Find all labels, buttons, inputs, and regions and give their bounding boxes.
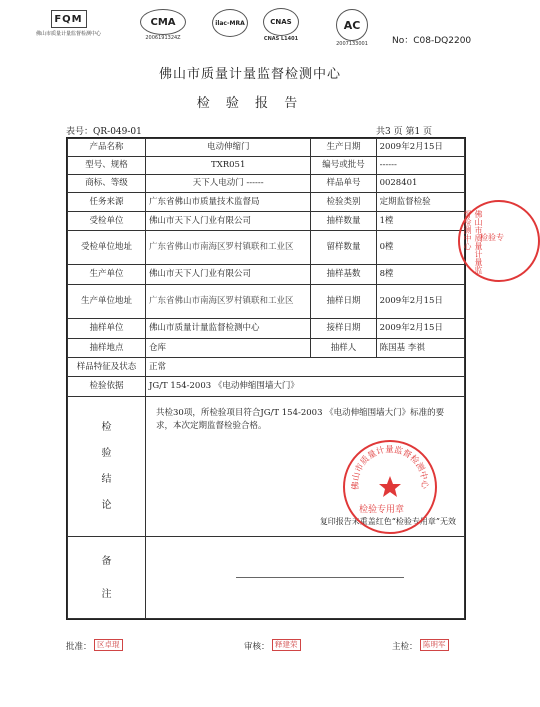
producer-addr: 广东省佛山市南海区罗村镇联和工业区 <box>146 285 311 319</box>
receive-date: 2009年2月15日 <box>376 319 464 339</box>
sample-date-label: 抽样日期 <box>311 285 376 319</box>
task-source-label: 任务来源 <box>68 193 146 212</box>
approve-label: 批准： <box>66 642 92 652</box>
receive-date-label: 接样日期 <box>311 319 376 339</box>
cma-logo-mark: CMA <box>140 9 186 35</box>
report-title: 检 验 报 告 <box>196 96 304 111</box>
side-seal-sub: 检验专 <box>480 233 504 242</box>
conclusion-note: 复印报告未重盖红色“检验专用章”无效 <box>319 517 456 526</box>
conclusion-text: 共检30项，所检验项目符合JG/T 154-2003 《电动伸缩围墙大门》标准的要求，本次定期监督检验合格。 <box>156 408 445 431</box>
sampler-unit: 佛山市质量计量监督检测中心 <box>146 319 311 339</box>
inspector-signature: 陈明军 <box>420 639 449 651</box>
page-info: 共3 页 第1 页 <box>376 127 433 137</box>
retained-qty: 0樘 <box>376 231 464 265</box>
brand-label: 商标、等级 <box>68 175 146 193</box>
cma-logo <box>140 9 186 41</box>
batch-label: 编号或批号 <box>311 157 376 175</box>
cnas-logo-number: CNAS L1401 <box>263 36 299 42</box>
ac-logo <box>336 9 368 47</box>
ac-logo-mark: AC <box>336 9 368 41</box>
basis: JG/T 154-2003 《电动伸缩围墙大门》 <box>146 377 465 397</box>
retained-qty-label: 留样数量 <box>311 231 376 265</box>
remark-cell <box>146 537 465 619</box>
report-table <box>66 137 466 620</box>
sample-state: 正常 <box>146 358 465 377</box>
remark-label <box>68 537 146 619</box>
inspected-addr: 广东省佛山市南海区罗村镇联和工业区 <box>146 231 311 265</box>
org-name: 佛山市质量计量监督检测中心 <box>158 67 341 82</box>
conclusion-label <box>68 397 146 537</box>
ac-logo-number: 2007133001 <box>336 41 368 47</box>
sample-qty: 1樘 <box>376 212 464 231</box>
review-label: 审核： <box>244 642 270 652</box>
sample-state-label: 样品特征及状态 <box>68 358 146 377</box>
approve-signature: 区卓琨 <box>94 639 123 651</box>
inspected-unit: 佛山市天下人门业有限公司 <box>146 212 311 231</box>
sample-base-label: 抽样基数 <box>311 265 376 285</box>
official-seal <box>343 440 437 534</box>
sample-qty-label: 抽样数量 <box>311 212 376 231</box>
sample-place: 仓库 <box>146 339 311 358</box>
ilac-logo-mark: ilac-MRA <box>212 9 248 37</box>
product-name: 电动伸缩门 <box>146 139 311 157</box>
review-signature: 释建荣 <box>272 639 301 651</box>
remark-line <box>236 577 404 578</box>
conclusion-label-4: 论 <box>101 499 112 511</box>
sample-no: 0028401 <box>376 175 464 193</box>
conclusion-label-3: 结 <box>101 473 112 485</box>
cma-logo-number: 2006191324Z <box>145 35 181 41</box>
seal-star-icon <box>379 476 401 497</box>
producer-label: 生产单位 <box>68 265 146 285</box>
seal-ring-text <box>345 442 435 532</box>
inspected-unit-label: 受检单位 <box>68 212 146 231</box>
brand: 天下人电动门 ------ <box>146 175 311 193</box>
cnas-logo-mark: CNAS <box>263 8 299 36</box>
cnas-logo <box>263 8 299 42</box>
prod-date: 2009年2月15日 <box>376 139 464 157</box>
side-seal-text: 佛山市质量计量监督检测中心 <box>463 210 483 274</box>
fqm-logo <box>36 10 101 37</box>
model-label: 型号、规格 <box>68 157 146 175</box>
sampler-label: 抽样人 <box>311 339 376 358</box>
inspect-type-label: 检验类别 <box>311 193 376 212</box>
sampler-unit-label: 抽样单位 <box>68 319 146 339</box>
model: TXR051 <box>146 157 311 175</box>
form-number: 表号：QR-049-01 <box>66 127 142 137</box>
fqm-logo-subtitle: 佛山市质量计量监督检测中心 <box>36 31 102 37</box>
sample-place-label: 抽样地点 <box>68 339 146 358</box>
sampler: 陈国基 李祺 <box>376 339 464 358</box>
batch: ------ <box>376 157 464 175</box>
inspected-addr-label: 受检单位地址 <box>68 231 146 265</box>
sample-base: 8樘 <box>376 265 464 285</box>
ilac-logo <box>212 9 248 37</box>
seal-main-text: 佛山市质量计量监督检测中心 <box>350 445 430 491</box>
sample-date: 2009年2月15日 <box>376 285 464 319</box>
producer-addr-label: 生产单位地址 <box>68 285 146 319</box>
report-number: No：C08-DQ2200 <box>392 36 472 46</box>
producer: 佛山市天下人门业有限公司 <box>146 265 311 285</box>
basis-label: 检验依据 <box>68 377 146 397</box>
prod-date-label: 生产日期 <box>311 139 376 157</box>
fqm-logo-mark: FQM <box>51 10 87 28</box>
remark-label-1: 备 <box>101 555 112 567</box>
task-source: 广东省佛山市质量技术监督局 <box>146 193 311 212</box>
seal-sub-text: 检验专用章 <box>359 505 405 515</box>
side-seal <box>458 200 540 282</box>
conclusion-label-2: 验 <box>101 447 112 459</box>
inspect-type: 定期监督检验 <box>376 193 464 212</box>
conclusion-label-1: 检 <box>101 421 112 433</box>
sample-no-label: 样品单号 <box>311 175 376 193</box>
inspector-label: 主检： <box>392 642 418 652</box>
product-name-label: 产品名称 <box>68 139 146 157</box>
remark-label-2: 注 <box>101 588 112 600</box>
